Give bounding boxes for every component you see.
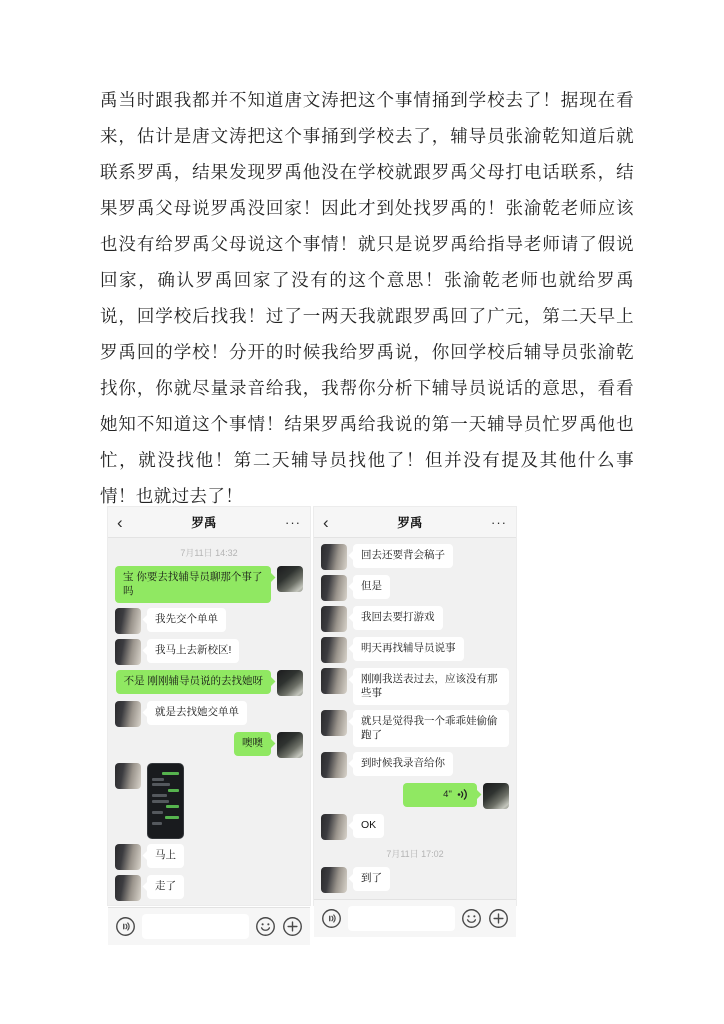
avatar[interactable] bbox=[321, 814, 347, 840]
avatar[interactable] bbox=[115, 701, 141, 727]
wechat-screenshot-right bbox=[314, 507, 516, 905]
emoji-icon[interactable] bbox=[461, 908, 482, 929]
thumbnail-detail bbox=[165, 816, 179, 819]
message-bubble[interactable]: 不是 刚刚辅导员说的去找她呀 bbox=[116, 670, 271, 694]
message-row bbox=[321, 752, 509, 778]
message-bubble[interactable]: 刚刚我送表过去，应该没有那些事 bbox=[353, 668, 509, 705]
avatar[interactable] bbox=[277, 566, 303, 592]
message-row bbox=[321, 606, 509, 632]
plus-icon[interactable] bbox=[282, 916, 303, 937]
message-bubble[interactable]: 就是去找她交单单 bbox=[147, 701, 247, 725]
thumbnail-detail bbox=[152, 822, 162, 825]
message-row bbox=[115, 639, 303, 665]
chat-input-bar bbox=[314, 899, 516, 937]
wechat-screenshot-left bbox=[108, 507, 310, 905]
message-text-input[interactable] bbox=[348, 906, 455, 931]
thumbnail-detail bbox=[152, 794, 167, 797]
timestamp: 7月11日 14:32 bbox=[180, 548, 238, 558]
message-bubble[interactable]: 我回去要打游戏 bbox=[353, 606, 443, 630]
message-row bbox=[115, 670, 303, 696]
message-row bbox=[115, 844, 303, 870]
image-message-thumbnail[interactable] bbox=[147, 763, 184, 839]
message-bubble[interactable]: 我马上去新校区! bbox=[147, 639, 239, 663]
narrative-paragraph: 禹当时跟我都并不知道唐文涛把这个事情捅到学校去了！据现在看来，估计是唐文涛把这个事捅到学校去了，辅导员张渝乾知道后就联系罗禹，结果发现罗禹他没在学校就跟罗禹父母打电话联系，结果罗禹父母说罗禹没回家！因此才到处找罗禹的！张渝乾老师应该也没有给罗禹父母说这个事情！就只是说罗禹给指导老师请了假说回家，确认罗禹回家了没有的这个意思！张渝乾老师也就给罗禹说，回学校后找我！过了一两天我就跟罗禹回了广元，第二天早上罗禹回的学校！分开的时候我给罗禹说，你回学校后辅导员张渝乾找你，你就尽量录音给我，我帮你分析下辅导员说话的意思，看看她知不知道这个事情！结果罗禹给我说的第一天辅导员忙罗禹他也忙，就没找他！第二天辅导员找他了！但并没有提及其他什么事情！也就过去了！ bbox=[100, 90, 634, 506]
message-bubble[interactable]: 就只是觉得我一个乖乖娃偷偷跑了 bbox=[353, 710, 509, 747]
back-icon[interactable]: ‹ bbox=[323, 512, 329, 532]
avatar[interactable] bbox=[321, 606, 347, 632]
message-row bbox=[115, 701, 303, 727]
message-row bbox=[321, 668, 509, 705]
avatar[interactable] bbox=[115, 763, 141, 789]
avatar[interactable] bbox=[115, 844, 141, 870]
message-bubble[interactable]: 明天再找辅导员说事 bbox=[353, 637, 464, 661]
message-row bbox=[321, 710, 509, 747]
message-bubble[interactable]: OK bbox=[353, 814, 384, 838]
message-list bbox=[108, 538, 310, 907]
thumbnail-detail bbox=[152, 778, 164, 781]
voice-message-bubble[interactable] bbox=[403, 783, 477, 807]
message-row bbox=[115, 566, 303, 603]
message-row bbox=[115, 875, 303, 901]
chat-input-bar bbox=[108, 907, 310, 945]
message-row bbox=[321, 637, 509, 663]
voice-wave-icon bbox=[457, 788, 469, 801]
avatar[interactable] bbox=[321, 752, 347, 778]
avatar[interactable] bbox=[321, 544, 347, 570]
avatar[interactable] bbox=[483, 783, 509, 809]
avatar[interactable] bbox=[321, 710, 347, 736]
avatar[interactable] bbox=[277, 670, 303, 696]
message-bubble[interactable]: 回去还要背会稿子 bbox=[353, 544, 453, 568]
message-bubble[interactable]: 我先交个单单 bbox=[147, 608, 226, 632]
avatar[interactable] bbox=[115, 639, 141, 665]
back-icon[interactable]: ‹ bbox=[117, 512, 123, 532]
thumbnail-detail bbox=[166, 805, 179, 808]
message-row bbox=[115, 763, 303, 839]
avatar[interactable] bbox=[321, 575, 347, 601]
chat-title: 罗禹 bbox=[191, 516, 217, 530]
message-bubble[interactable]: 噢噢 bbox=[234, 732, 271, 756]
message-bubble[interactable]: 到了 bbox=[353, 867, 390, 891]
message-row bbox=[321, 544, 509, 570]
chat-header bbox=[314, 507, 516, 538]
message-row bbox=[115, 732, 303, 758]
chat-header bbox=[108, 507, 310, 538]
message-row bbox=[321, 814, 509, 840]
voice-duration: 4'' bbox=[443, 789, 452, 800]
message-row bbox=[321, 575, 509, 601]
message-row bbox=[321, 867, 509, 893]
plus-icon[interactable] bbox=[488, 908, 509, 929]
avatar[interactable] bbox=[321, 867, 347, 893]
message-text-input[interactable] bbox=[142, 914, 249, 939]
avatar[interactable] bbox=[115, 875, 141, 901]
message-bubble[interactable]: 走了 bbox=[147, 875, 184, 899]
chat-screenshots-row bbox=[108, 507, 516, 905]
emoji-icon[interactable] bbox=[255, 916, 276, 937]
message-list bbox=[314, 538, 516, 899]
message-bubble[interactable]: 到时候我录音给你 bbox=[353, 752, 453, 776]
message-bubble[interactable]: 马上 bbox=[147, 844, 184, 868]
avatar[interactable] bbox=[115, 608, 141, 634]
thumbnail-detail bbox=[152, 811, 163, 814]
avatar[interactable] bbox=[321, 637, 347, 663]
voice-input-icon[interactable] bbox=[321, 908, 342, 929]
voice-input-icon[interactable] bbox=[115, 916, 136, 937]
more-icon[interactable]: ··· bbox=[285, 514, 301, 530]
thumbnail-detail bbox=[162, 772, 179, 775]
message-row bbox=[115, 608, 303, 634]
chat-title: 罗禹 bbox=[397, 516, 423, 530]
thumbnail-detail bbox=[168, 789, 179, 792]
timestamp: 7月11日 17:02 bbox=[386, 849, 444, 859]
thumbnail-detail bbox=[152, 783, 170, 786]
message-row bbox=[321, 783, 509, 809]
avatar[interactable] bbox=[277, 732, 303, 758]
message-bubble[interactable]: 宝 你要去找辅导员聊那个事了吗 bbox=[115, 566, 271, 603]
message-bubble[interactable]: 但是 bbox=[353, 575, 390, 599]
thumbnail-detail bbox=[152, 800, 169, 803]
more-icon[interactable]: ··· bbox=[491, 514, 507, 530]
avatar[interactable] bbox=[321, 668, 347, 694]
